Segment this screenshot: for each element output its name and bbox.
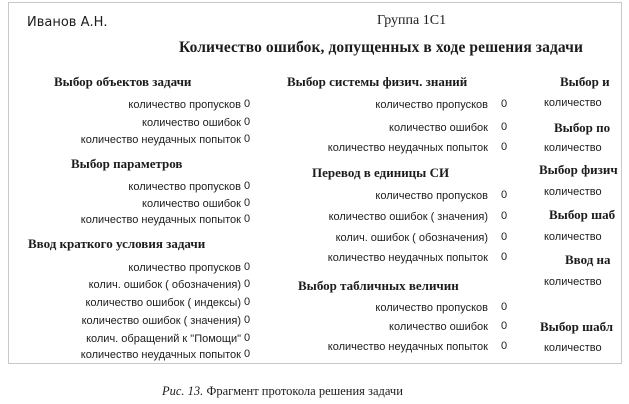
row-value: 0 (501, 340, 508, 352)
row-value: 0 (244, 197, 251, 209)
section-title-clipped-5: Ввод на (565, 252, 611, 267)
protocol-window (8, 2, 622, 364)
figure-caption (162, 384, 403, 399)
row-label-clipped: количество (544, 97, 602, 109)
section-title-object-selection: Выбор объектов задачи (54, 74, 192, 89)
row-label: количество пропусков (128, 99, 241, 111)
row-label: колич. обращений к "Помощи" (86, 333, 241, 345)
section-title-si-units: Перевод в единицы СИ (312, 165, 450, 180)
row-label: количество ошибок (389, 122, 488, 134)
row-label-clipped: количество (544, 142, 602, 154)
row-label: количество пропусков (128, 181, 241, 193)
student-name: Иванов А.Н. (27, 15, 108, 30)
row-label: количество пропусков (128, 262, 241, 274)
row-value: 0 (501, 121, 508, 133)
row-label: колич. ошибок ( обозначения) (335, 232, 488, 244)
row-label-clipped: количество (544, 186, 602, 198)
row-label: количество ошибок (142, 198, 241, 210)
row-label: количество неудачных попыток (327, 341, 488, 353)
section-title-clipped-2: Выбор по (554, 120, 611, 135)
row-label: количество ошибок ( значения) (328, 211, 488, 223)
section-title-table-values: Выбор табличных величин (298, 278, 459, 293)
row-label-clipped: количество (544, 276, 602, 288)
group-label: Группа 1С1 (377, 13, 447, 28)
row-value: 0 (244, 180, 251, 192)
row-label: количество ошибок (142, 117, 241, 129)
caption-prefix: Рис. 13. (162, 384, 204, 398)
section-title-parameter-selection: Выбор параметров (71, 156, 183, 171)
row-label: количество неудачных попыток (80, 214, 241, 226)
section-title-short-condition: Ввод краткого условия задачи (28, 236, 206, 251)
row-label: количество неудачных попыток (327, 142, 488, 154)
row-value: 0 (501, 231, 508, 243)
row-value: 0 (501, 98, 508, 110)
row-label: количество ошибок ( индексы) (85, 297, 241, 309)
row-label: количество пропусков (375, 302, 488, 314)
row-label: колич. ошибок ( обозначения) (88, 279, 241, 291)
row-value: 0 (244, 278, 251, 290)
row-value: 0 (244, 261, 251, 273)
caption-text: Фрагмент протокола решения задачи (203, 384, 403, 398)
row-value: 0 (244, 332, 251, 344)
row-value: 0 (501, 189, 508, 201)
row-value: 0 (244, 213, 251, 225)
row-label: количество неудачных попыток (327, 252, 488, 264)
row-value: 0 (501, 320, 508, 332)
row-value: 0 (244, 133, 251, 145)
section-title-clipped-4: Выбор шаб (549, 207, 616, 222)
section-title-physics-system: Выбор системы физич. знаний (287, 74, 468, 89)
row-value: 0 (244, 116, 251, 128)
section-title-clipped-6: Выбор шабл (540, 319, 614, 334)
row-value: 0 (244, 314, 251, 326)
row-label: количество неудачных попыток (80, 134, 241, 146)
section-title-clipped-3: Выбор физич (539, 162, 618, 177)
row-label: количество пропусков (375, 99, 488, 111)
row-value: 0 (501, 141, 508, 153)
row-label: количество ошибок ( значения) (81, 315, 241, 327)
row-label-clipped: количество (544, 342, 602, 354)
row-value: 0 (501, 210, 508, 222)
row-label: количество пропусков (375, 190, 488, 202)
row-label: количество ошибок (389, 321, 488, 333)
row-value: 0 (501, 301, 508, 313)
row-value: 0 (244, 98, 251, 110)
page-title: Количество ошибок, допущенных в ходе решения задачи (179, 39, 584, 56)
row-value: 0 (501, 251, 508, 263)
row-label-clipped: количество (544, 231, 602, 243)
row-value: 0 (244, 296, 251, 308)
row-value: 0 (244, 348, 251, 360)
section-title-clipped-1: Выбор и (560, 74, 610, 89)
row-label: количество неудачных попыток (80, 349, 241, 361)
